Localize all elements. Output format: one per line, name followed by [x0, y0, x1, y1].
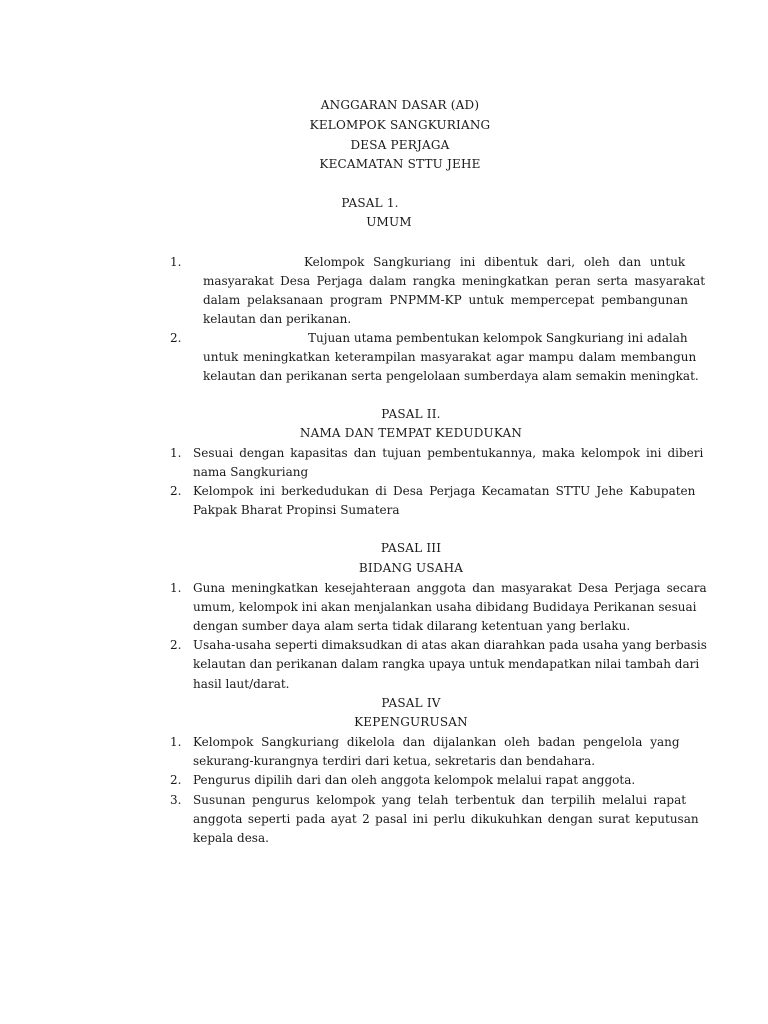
pasal-3-item-1-number: 1.: [170, 581, 182, 595]
pasal-4-item-1-number: 1.: [170, 735, 182, 749]
pasal-4-item-2-line-1: Pengurus dipilih dari dan oleh anggota kelompok melalui rapat anggota.: [193, 773, 636, 787]
pasal-3-item-1-line-2: umum, kelompok ini akan menjalankan usaha dibidang Budidaya Perikanan sesuai: [193, 600, 697, 614]
pasal-4-item-3-number: 3.: [170, 793, 182, 807]
pasal-4-item-1-line-2: sekurang-kurangnya terdiri dari ketua, sekretaris dan bendahara.: [193, 754, 596, 768]
pasal-1-item-2-line-2: untuk meningkatkan keterampilan masyarakat agar mampu dalam membangun: [203, 350, 697, 364]
pasal-2-item-1-line-2: nama Sangkuriang: [193, 465, 309, 479]
pasal-1-heading: PASAL 1.: [341, 196, 399, 210]
pasal-1-item-1-line-4: kelautan dan perikanan.: [203, 312, 352, 326]
doc-title-line-1: ANGGARAN DASAR (AD): [320, 98, 480, 112]
pasal-1-item-2-number: 2.: [170, 331, 182, 345]
pasal-1-item-1-line-2: masyarakat Desa Perjaga dalam rangka meningkatkan peran serta masyarakat: [203, 274, 706, 288]
pasal-3-item-1-line-3: dengan sumber daya alam serta tidak dilarang ketentuan yang berlaku.: [193, 619, 631, 633]
pasal-4-subheading: KEPENGURUSAN: [354, 715, 468, 729]
doc-title-line-4: KECAMATAN STTU JEHE: [319, 157, 481, 171]
pasal-3-item-2-line-1: Usaha-usaha seperti dimaksudkan di atas akan diarahkan pada usaha yang berbasis: [193, 638, 707, 652]
pasal-2-heading: PASAL II.: [381, 407, 441, 421]
pasal-1-item-1-line-1: Kelompok Sangkuriang ini dibentuk dari, oleh dan untuk: [304, 255, 686, 269]
pasal-2-item-1-number: 1.: [170, 446, 182, 460]
doc-title-line-2: KELOMPOK SANGKURIANG: [309, 118, 491, 132]
pasal-4-item-2-number: 2.: [170, 773, 182, 787]
pasal-1-item-1-line-3: dalam pelaksanaan program PNPMM-KP untuk mempercepat pembangunan: [203, 293, 689, 307]
pasal-4-item-3-line-1: Susunan pengurus kelompok yang telah terbentuk dan terpilih melalui rapat: [193, 793, 687, 807]
pasal-3-heading: PASAL III: [380, 541, 442, 555]
pasal-4-item-3-line-3: kepala desa.: [193, 831, 269, 845]
pasal-1-item-1-number: 1.: [170, 255, 182, 269]
pasal-3-subheading: BIDANG USAHA: [358, 561, 464, 575]
pasal-2-subheading: NAMA DAN TEMPAT KEDUDUKAN: [299, 426, 523, 440]
pasal-3-item-2-line-3: hasil laut/darat.: [193, 677, 290, 691]
pasal-2-item-1-line-1: Sesuai dengan kapasitas dan tujuan pembentukannya, maka kelompok ini diberi: [193, 446, 704, 460]
doc-title-line-3: DESA PERJAGA: [350, 138, 450, 152]
pasal-2-item-2-line-2: Pakpak Bharat Propinsi Sumatera: [193, 503, 400, 517]
pasal-3-item-1-line-1: Guna meningkatkan kesejahteraan anggota dan masyarakat Desa Perjaga secara: [193, 581, 707, 595]
pasal-1-item-2-line-1: Tujuan utama pembentukan kelompok Sangkuriang ini adalah: [308, 331, 688, 345]
pasal-1-subheading: UMUM: [366, 215, 412, 229]
pasal-4-item-1-line-1: Kelompok Sangkuriang dikelola dan dijalankan oleh badan pengelola yang: [193, 735, 680, 749]
pasal-3-item-2-number: 2.: [170, 638, 182, 652]
pasal-3-item-2-line-2: kelautan dan perikanan dalam rangka upaya untuk mendapatkan nilai tambah dari: [193, 657, 700, 671]
pasal-1-item-2-line-3: kelautan dan perikanan serta pengelolaan sumberdaya alam semakin meningkat.: [203, 369, 699, 383]
pasal-2-item-2-number: 2.: [170, 484, 182, 498]
pasal-4-item-3-line-2: anggota seperti pada ayat 2 pasal ini perlu dikukuhkan dengan surat keputusan: [193, 812, 699, 826]
pasal-2-item-2-line-1: Kelompok ini berkedudukan di Desa Perjaga Kecamatan STTU Jehe Kabupaten: [193, 484, 696, 498]
pasal-4-heading: PASAL IV: [381, 696, 441, 710]
